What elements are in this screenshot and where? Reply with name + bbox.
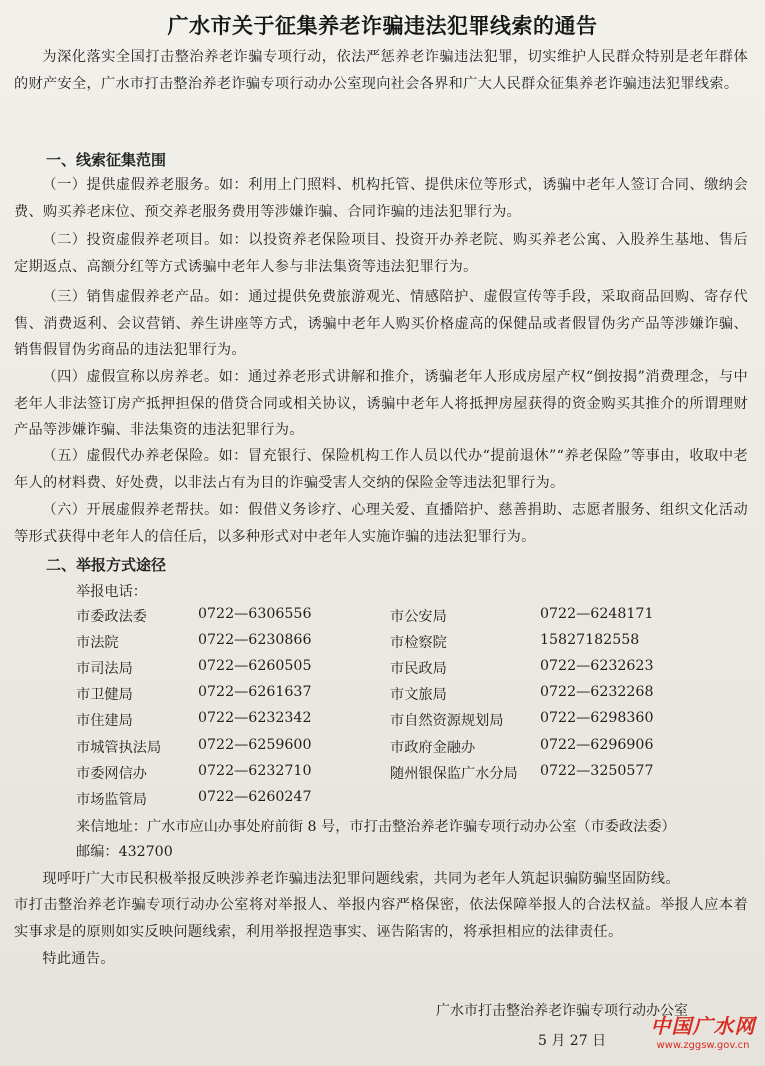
watermark-logo-text: 中国广水网 bbox=[650, 1014, 756, 1038]
section-heading-scope: 一、线索征集范围 bbox=[46, 151, 167, 169]
signature-date: 5 月 27 日 bbox=[538, 1033, 607, 1049]
closing-notice: 特此通告。 bbox=[42, 951, 115, 967]
page-title: 广水市关于征集养老诈骗违法犯罪线索的通告 bbox=[167, 14, 598, 38]
section-heading-report: 二、举报方式途径 bbox=[46, 556, 167, 574]
postcode: 邮编：432700 bbox=[76, 844, 173, 860]
mail-address: 来信地址：广水市应山办事处府前街 8 号，市打击整治养老诈骗专项行动办公室（市委政法委） bbox=[76, 819, 676, 835]
phone-number: 0722—6298360 bbox=[540, 710, 654, 726]
org-name: 市司法局 bbox=[76, 661, 133, 677]
phone-number: 0722—6306556 bbox=[198, 606, 312, 622]
phone-number: 15827182558 bbox=[540, 632, 640, 648]
scope-item-5: （五）虚假代办养老保险。如：冒充银行、保险机构工作人员以代办“提前退休”“养老保险”等事由，收取中老年人的材料费、好处费，以非法占有为目的诈骗受害人交纳的保险金等违法犯罪行为。 bbox=[14, 448, 748, 491]
org-name: 市自然资源规划局 bbox=[390, 713, 504, 729]
phone-row bbox=[0, 737, 765, 761]
phone-row bbox=[0, 684, 765, 708]
intro-paragraph: 为深化落实全国打击整治养老诈骗专项行动，依法严惩养老诈骗违法犯罪，切实维护人民群众特别是老年群体的财产安全，广水市打击整治养老诈骗专项行动办公室现向社会各界和广大人民群众征集养老诈骗违法犯罪线索。 bbox=[14, 49, 748, 92]
org-name: 市委政法委 bbox=[76, 609, 147, 625]
phone-number: 0722—3250577 bbox=[540, 763, 654, 779]
scope-item-6: （六）开展虚假养老帮扶。如：假借义务诊疗、心理关爱、直播陪护、慈善捐助、志愿者服务、组织文化活动等形式获得中老年人的信任后，以多种形式对中老年人实施诈骗的违法犯罪行为。 bbox=[14, 502, 748, 545]
org-name: 市民政局 bbox=[390, 661, 447, 677]
phone-number: 0722—6232623 bbox=[540, 658, 654, 674]
scope-item-2: （二）投资虚假养老项目。如：以投资养老保险项目、投资开办养老院、购买养老公寓、入股养生基地、售后定期返点、高额分红等方式诱骗中老年人参与非法集资等违法犯罪行为。 bbox=[14, 232, 748, 275]
org-name: 市文旅局 bbox=[390, 687, 447, 703]
signature-org: 广水市打击整治养老诈骗专项行动办公室 bbox=[436, 1003, 688, 1019]
phone-number: 0722—6260505 bbox=[198, 658, 312, 674]
org-name: 市公安局 bbox=[390, 609, 447, 625]
phone-number: 0722—6232268 bbox=[540, 684, 654, 700]
org-name: 市政府金融办 bbox=[390, 740, 476, 756]
phone-number: 0722—6232710 bbox=[198, 763, 312, 779]
phone-number: 0722—6230866 bbox=[198, 632, 312, 648]
scope-item-4: （四）虚假宣称以房养老。如：通过养老形式讲解和推介，诱骗老年人形成房屋产权“倒按揭”消费理念，与中老年人非法签订房产抵押担保的借贷合同或相关协议，诱骗中老年人将抵押房屋获得的资金购买其推介的所谓理财产品等涉嫌诈骗、非法集资的违法犯罪行为。 bbox=[14, 369, 748, 438]
org-name: 市法院 bbox=[76, 635, 119, 651]
phone-number: 0722—6260247 bbox=[198, 789, 312, 805]
phone-number: 0722—6259600 bbox=[198, 737, 312, 753]
scope-item-1: （一）提供虚假养老服务。如：利用上门照料、机构托管、提供床位等形式，诱骗中老年人签订合同、缴纳会费、购买养老床位、预交养老服务费用等涉嫌诈骗、合同诈骗的违法犯罪行为。 bbox=[14, 177, 748, 220]
phone-row bbox=[0, 789, 765, 813]
org-name: 市场监管局 bbox=[76, 792, 147, 808]
phone-number: 0722—6296906 bbox=[540, 737, 654, 753]
phone-row bbox=[0, 632, 765, 656]
closing-confidentiality: 市打击整治养老诈骗专项行动办公室将对举报人、举报内容严格保密，依法保障举报人的合法权益。举报人应本着实事求是的原则如实反映问题线索，利用举报捏造事实、诬告陷害的，将承担相应的法律责任。 bbox=[14, 897, 748, 940]
phone-label: 举报电话： bbox=[76, 584, 147, 600]
org-name: 市城管执法局 bbox=[76, 740, 162, 756]
org-name: 市卫健局 bbox=[76, 687, 133, 703]
phone-number: 0722—6232342 bbox=[198, 710, 312, 726]
phone-number: 0722—6261637 bbox=[198, 684, 312, 700]
org-name: 随州银保监广水分局 bbox=[390, 766, 518, 782]
watermark-url: www.zggsw.gov.cn bbox=[656, 1040, 750, 1051]
scope-item-3: （三）销售虚假养老产品。如：通过提供免费旅游观光、情感陪护、虚假宣传等手段，采取商品回购、寄存代售、消费返利、会议营销、养生讲座等方式，诱骗中老年人购买价格虚高的保健品或者假冒伪劣产品等涉嫌诈骗、销售假冒伪劣商品的违法犯罪行为。 bbox=[14, 289, 748, 358]
phone-row bbox=[0, 606, 765, 630]
phone-number: 0722—6248171 bbox=[540, 606, 654, 622]
phone-row bbox=[0, 658, 765, 682]
org-name: 市检察院 bbox=[390, 635, 447, 651]
closing-appeal: 现呼吁广大市民积极举报反映涉养老诈骗违法犯罪问题线索，共同为老年人筑起识骗防骗坚固防线。 bbox=[42, 871, 680, 887]
phone-row bbox=[0, 710, 765, 734]
site-watermark bbox=[648, 1010, 758, 1058]
org-name: 市委网信办 bbox=[76, 766, 147, 782]
phone-row bbox=[0, 763, 765, 787]
org-name: 市住建局 bbox=[76, 713, 133, 729]
